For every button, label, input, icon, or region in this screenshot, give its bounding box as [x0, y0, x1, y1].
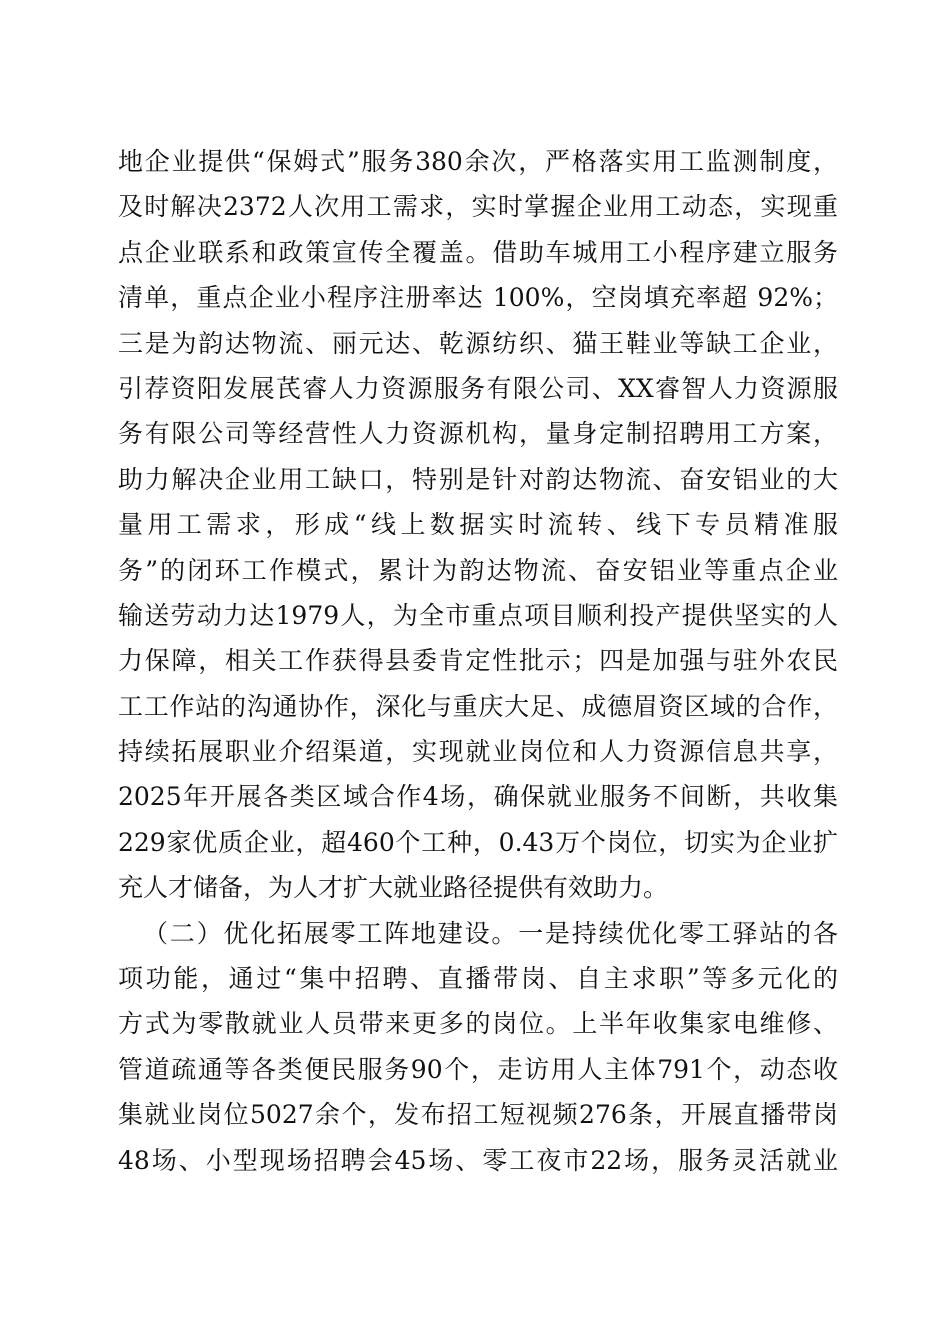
section-first-line-text: 一是持续优化零工驿站的各	[518, 918, 838, 948]
paragraph-line: 务”的闭环工作模式，累计为韵达物流、奋安铝业等重点企业	[118, 555, 838, 585]
paragraph-line: 集就业岗位5027余个，发布招工短视频276条，开展直播带岗	[118, 1100, 838, 1130]
section-heading: （二）优化拓展零工阵地建设。	[143, 918, 519, 948]
document-body	[118, 139, 838, 1183]
paragraph-line: 管道疏通等各类便民服务90个，走访用人主体791个，动态收	[118, 1054, 838, 1084]
paragraph-line: 持续拓展职业介绍渠道，实现就业岗位和人力资源信息共享，	[118, 737, 838, 767]
paragraph-line: 229家优质企业，超460个工种，0.43万个岗位，切实为企业扩	[118, 827, 838, 857]
paragraph-line: 地企业提供“保姆式”服务380余次，严格落实用工监测制度，	[118, 147, 838, 176]
paragraph-line: 输送劳动力达1979人，为全市重点项目顺利投产提供坚实的人	[118, 600, 838, 630]
paragraph-line: 清单，重点企业小程序注册率达 100%，空岗填充率超 92%；	[118, 283, 838, 313]
section-heading-line	[118, 911, 838, 956]
paragraph-line: 项功能，通过“集中招聘、直播带岗、自主求职”等多元化的	[118, 964, 838, 994]
paragraph-line: 务有限公司等经营性人力资源机构，量身定制招聘用工方案，	[118, 419, 838, 449]
paragraph-last-line: 充人才储备，为人才扩大就业路径提供有效助力。	[118, 873, 669, 903]
paragraph-line: 方式为零散就业人员带来更多的岗位。上半年收集家电维修、	[118, 1009, 838, 1039]
paragraph-line: 点企业联系和政策宣传全覆盖。借助车城用工小程序建立服务	[118, 237, 838, 267]
paragraph-line: 及时解决2372人次用工需求，实时掌握企业用工动态，实现重	[118, 192, 838, 222]
paragraph-line: 2025年开展各类区域合作4场，确保就业服务不间断，共收集	[118, 782, 838, 812]
paragraph-line: 力保障，相关工作获得县委肯定性批示；四是加强与驻外农民	[118, 646, 838, 676]
paragraph-line: 三是为韵达物流、丽元达、乾源纺织、猫王鞋业等缺工企业，	[118, 328, 838, 358]
paragraph-line: 助力解决企业用工缺口，特别是针对韵达物流、奋安铝业的大	[118, 464, 838, 494]
paragraph-line: 引荐资阳发展芪睿人力资源服务有限公司、XX睿智人力资源服	[118, 373, 838, 403]
paragraph-line: 48场、小型现场招聘会45场、零工夜市22场，服务灵活就业	[118, 1145, 838, 1175]
paragraph-line: 量用工需求，形成“线上数据实时流转、线下专员精准服	[118, 510, 838, 540]
paragraph-line: 工工作站的沟通协作，深化与重庆大足、成德眉资区域的合作，	[118, 691, 838, 721]
